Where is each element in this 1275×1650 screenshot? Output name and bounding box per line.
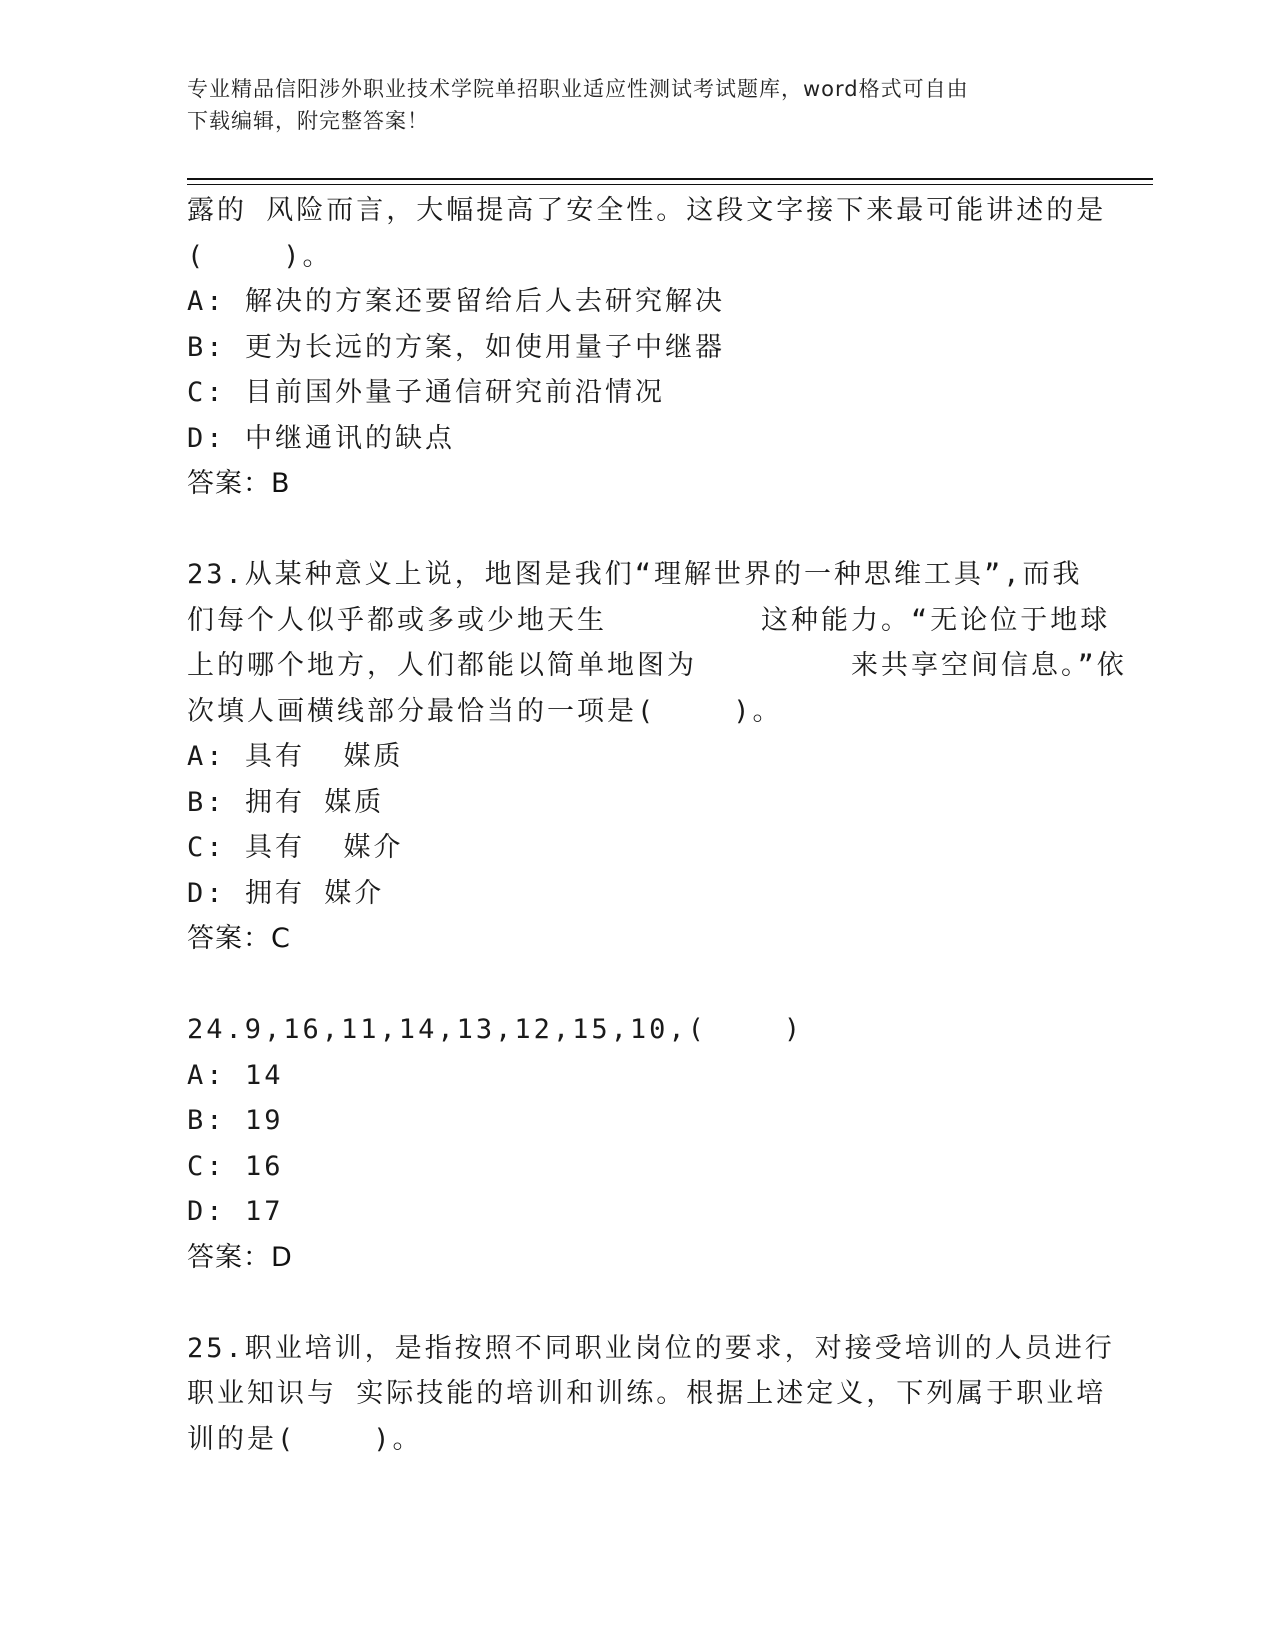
option-b <box>187 1098 1087 1144</box>
option-key: A: <box>187 286 226 317</box>
question-text-line: 露的 风险而言，大幅提高了安全性。这段文字接下来最可能讲述的是 <box>187 195 1107 226</box>
option-d <box>187 1189 1087 1235</box>
header-rule-thick <box>187 178 1153 180</box>
question-text-line: ( )。 <box>187 240 333 272</box>
question-22 <box>187 188 1107 507</box>
header-line-2: 下载编辑，附完整答案！ <box>187 109 429 133</box>
option-text: 更为长远的方案，如使用量子中继器 <box>245 331 725 363</box>
option-c <box>187 825 1087 871</box>
option-key: B: <box>187 1105 226 1136</box>
header-line-1: 专业精品信阳涉外职业技术学院单招职业适应性测试考试题库，word格式可自由 <box>187 77 969 101</box>
option-key: C: <box>187 377 226 408</box>
option-b <box>187 780 1087 826</box>
option-key: C: <box>187 832 226 863</box>
option-key: B: <box>187 786 226 818</box>
option-text: 19 <box>245 1105 284 1136</box>
question-text-line: 25.职业培训，是指按照不同职业岗位的要求，对接受培训的人员进行 <box>187 1332 1115 1364</box>
option-text: 16 <box>245 1150 284 1182</box>
option-a <box>187 734 1087 780</box>
option-text: 拥有 媒质 <box>245 786 385 818</box>
option-text: 14 <box>245 1059 284 1091</box>
question-text-line: 训的是( )。 <box>187 1423 423 1455</box>
option-text: 17 <box>245 1196 284 1227</box>
option-d <box>187 871 1087 917</box>
option-b <box>187 325 1087 371</box>
header-rule-thin <box>187 184 1153 185</box>
question-23 <box>187 552 1127 962</box>
question-text-line: 们每个人似乎都或多或少地天生 这种能力。“无论位于地球 <box>187 604 1111 636</box>
option-key: A: <box>187 1059 226 1091</box>
question-text-line: 次填人画横线部分最恰当的一项是( )。 <box>187 695 783 727</box>
option-a <box>187 279 1087 325</box>
option-a <box>187 1053 1087 1099</box>
option-d <box>187 416 1087 462</box>
answer-line: 答案：B <box>187 468 291 499</box>
option-text: 目前国外量子通信研究前沿情况 <box>245 377 665 408</box>
option-text: 解决的方案还要留给后人去研究解决 <box>245 286 725 317</box>
question-25 <box>187 1326 1115 1463</box>
option-c <box>187 1144 1087 1190</box>
option-key: D: <box>187 877 226 909</box>
option-text: 拥有 媒介 <box>245 877 385 909</box>
question-text-line: 上的哪个地方，人们都能以简单地图为 来共享空间信息。”依 <box>187 650 1127 681</box>
question-text-line: 24.9,16,11,14,13,12,15,10,( ) <box>187 1014 804 1045</box>
option-key: A: <box>187 741 226 772</box>
answer-line: 答案：D <box>187 1241 293 1273</box>
option-text: 具有 媒介 <box>245 832 404 863</box>
option-text: 中继通讯的缺点 <box>245 422 455 454</box>
option-key: D: <box>187 1196 226 1227</box>
page-header <box>187 73 1067 137</box>
option-c <box>187 370 1087 416</box>
option-key: C: <box>187 1150 226 1182</box>
question-text-line: 23.从某种意义上说，地图是我们“理解世界的一种思维工具”,而我 <box>187 559 1083 590</box>
question-24 <box>187 1007 1087 1280</box>
option-key: B: <box>187 331 226 363</box>
question-text-line: 职业知识与 实际技能的培训和训练。根据上述定义，下列属于职业培 <box>187 1378 1107 1409</box>
option-text: 具有 媒质 <box>245 741 404 772</box>
answer-line: 答案：C <box>187 923 291 954</box>
question-content <box>187 188 1127 1462</box>
option-key: D: <box>187 422 226 454</box>
